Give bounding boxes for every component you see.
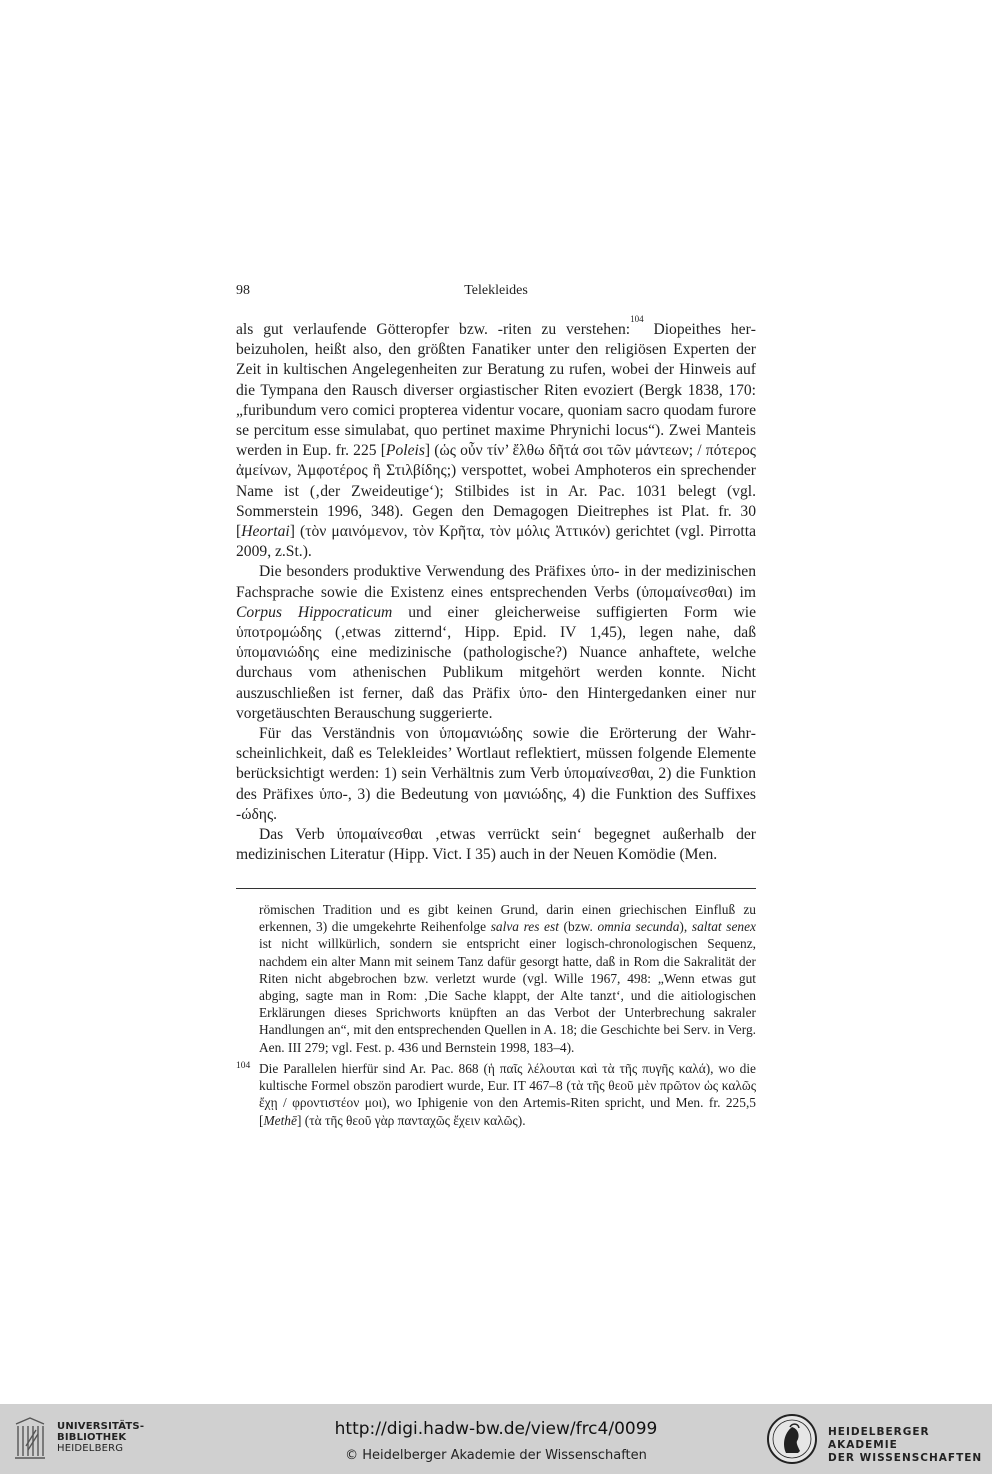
permalink[interactable]: http://digi.hadw-bw.de/view/frc4/0099 <box>334 1419 658 1439</box>
footer-bar <box>0 1404 992 1474</box>
footnote-104: Die Parallelen hierfür sind Ar. Pac. 868 (ἡ παῖς λέλουται καὶ τὰ τῆς πυγῆς καλά), wo die kultische Formel obszön parodiert wurde, Eur. IT 467–8 (τὰ τῆς θεοῦ μὲν πρῶτον ὡς καλῶς ἔχῃ / φροντιστέον μοι), wo Iphigenie von den Artemis-Riten spricht, und Men. fr. 225,5 [Methē] (τὰ τῆς θεοῦ γὰρ πανταχῶς ἔχειν καλῶς). <box>259 1061 756 1128</box>
library-name[interactable]: UNIVERSITÄTS- BIBLIOTHEK HEIDELBERG <box>57 1421 145 1454</box>
footnote-number: 104 <box>236 1061 251 1071</box>
footnote-divider <box>236 888 756 889</box>
page-header <box>236 283 756 303</box>
main-text <box>236 314 756 865</box>
academy-seal-icon[interactable] <box>766 1413 818 1465</box>
page-number: 98 <box>236 283 250 298</box>
paragraph-4: Das Verb ὑπομαίνεσθαι ‚etwas verrückt sein‘ begegnet außerhalb der medizinischen Literatur (Hipp. Vict. I 35) auch in der Neuen Komödie (Men. <box>236 826 756 864</box>
copyright-notice: © Heidelberger Akademie der Wissenschaften <box>345 1448 647 1463</box>
running-title: Telekleides <box>464 283 528 298</box>
paragraph-3: Für das Verständnis von ὑπομανιώδης sowie die Erörterung der Wahrscheinlichkeit, daß es Telekleides’ Wortlaut reflektiert, müssen folgende Elemente berücksichtigt werden: 1) sein Verhältnis zum Verb ὑπομαίνεσθαι, 2) die Funktion des Präfixes ὑπο-, 3) die Bedeutung von μανιώδης, 4) die Funktion des Suffixes -ώδης. <box>236 725 756 823</box>
academy-name[interactable]: HEIDELBERGER AKADEMIE DER WISSENSCHAFTEN <box>828 1426 983 1464</box>
footnote-continuation: römischen Tradition und es gibt keinen Grund, darin einen griechischen Einfluß zu erkennen, 3) die umgekehrte Reihenfolge salva res est (bzw. omnia secunda), saltat senex ist nicht willkürlich, sondern sie entspricht einer logisch-chronologischen Sequenz, nachdem ein alter Mann mit seinem Tanz dafür gesorgt hatte, daß in Rom die Sakralität der Riten nicht abgebrochen bzw. verletzt wurde (vgl. Wille 1967, 498: „Wenn etwas gut abging, sagte man in Rom: ‚Die Sache klappt, der Alte tanzt‘, und die aitiologischen Erklärungen dieses Sprichworts knüpften an das Verbot der Unterbrechung sakraler Handlungen an“, mit den entsprechenden Quellen in A. 18; die Geschichte bei Serv. in Verg. Aen. III 279; vgl. Fest. p. 436 und Bernstein 1998, 183–4). <box>259 902 756 1055</box>
paragraph-1: als gut verlaufende Götteropfer bzw. -riten zu verstehen:$^{104}$ Diopeithes herbeizuholen, heißt also, den größten Fanatiker unter den religiösen Experten der Zeit in kultischen Angelegenheiten zur Beratung zu rufen, wobei der Hinweis auf die Tympana den Rausch diverser orgiastischer Riten evoziert (Bergk 1838, 170: „furibundum vero comici propterea videntur vocare, quoniam sacro quodam furore se percitum esse simulabat, quo pertinet maxime Phrynichi locus“). Zwei Manteis werden in Eup. fr. 225 [Poleis] (ὡς οὖν τίν’ ἔλθω δῆτά σοι τῶν μάντεων; / πότερος ἀμείνων, Ἀμφοτέρος ἢ Στιλβίδης;) verspottet, wobei Amphoteros ein sprechender Name ist (‚der Zweideutige‘); Stilbides ist in Ar. Pac. 1031 belegt (vgl. Sommerstein 1996, 348). Gegen den Demagogen Dieitrephes ist Plat. fr. 30 [Heortai] (τὸν μαινόμενον, τὸν Κρῆτα, τὸν μόλις Ἀττικόν) gerichtet (vgl. Pirrotta 2009, z.St.). <box>236 314 756 561</box>
footnote-reference[interactable]: 104 <box>630 314 644 324</box>
paragraph-2: Die besonders produktive Verwendung des Präfixes ὑπο- in der medizinischen Fachsprache sowie die Existenz eines entsprechenden Verbs (ὑπομαίνεσθαι) im Corpus Hippocraticum und einer gleicherweise suffigierten Form wie ὑποτρομώδης (‚etwas zitternd‘, Hipp. Epid. IV 1,45), legen nahe, daß ὑπομανιώδης eine medizinische (pathologische?) Nuance anhaftete, welche durchaus vom athenischen Publikum mitgehört werden konnte. Nicht auszuschließen ist ferner, daß das Präfix ὑπο- den Hintergedanken einer nur vorgetäuschten Berauschung suggerierte. <box>236 563 756 722</box>
